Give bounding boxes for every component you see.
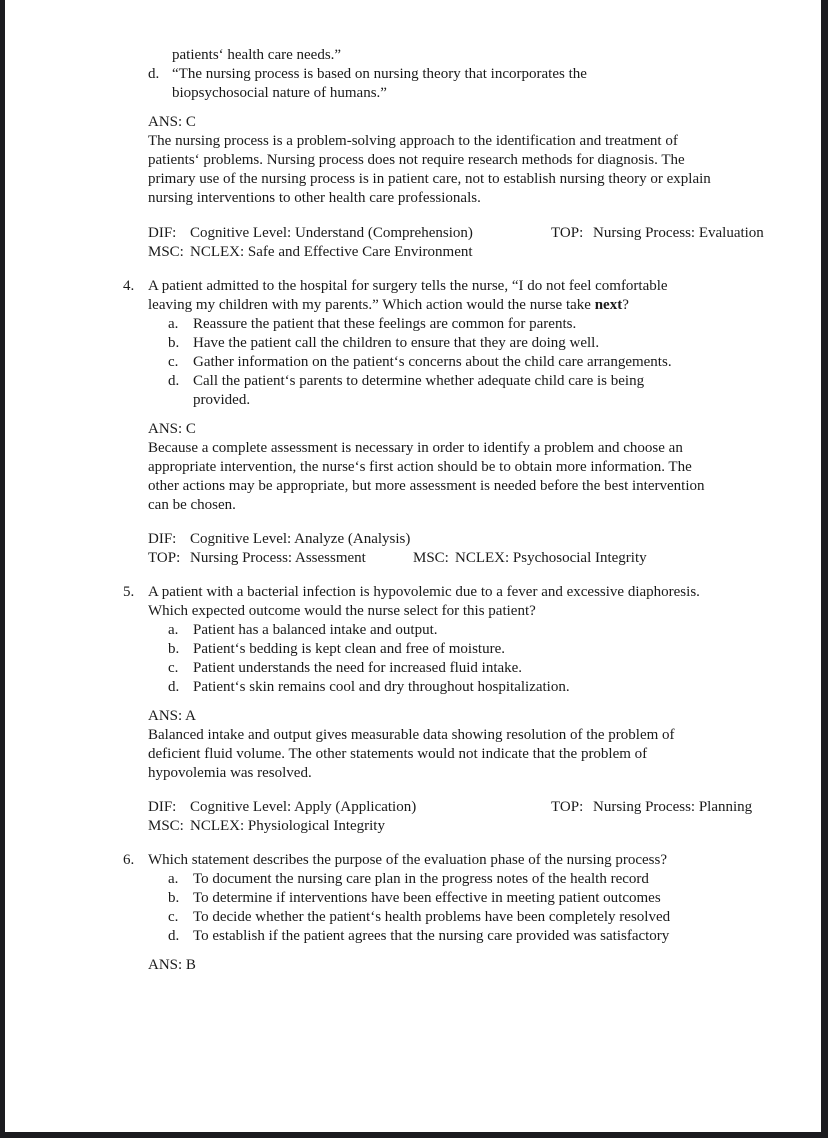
msc-value: NCLEX: Physiological Integrity xyxy=(190,818,385,834)
dif-label: DIF: xyxy=(148,799,177,815)
question-stem-line: A patient with a bacterial infection is hypovolemic due to a fever and excessive diaphoresis. xyxy=(148,584,700,600)
option-b xyxy=(148,334,773,353)
dif-value: Cognitive Level: Understand (Comprehension) xyxy=(190,225,473,241)
dif-label: DIF: xyxy=(148,531,177,547)
option-d xyxy=(148,678,773,697)
option-c xyxy=(148,908,773,927)
rationale-line: patients‘ problems. Nursing process does not require research methods for diagnosis. The xyxy=(148,152,685,168)
option-letter: b. xyxy=(168,641,180,657)
option-letter: d. xyxy=(168,679,180,695)
rationale-line: Balanced intake and output gives measurable data showing resolution of the problem of xyxy=(148,727,675,743)
dif-value: Cognitive Level: Analyze (Analysis) xyxy=(190,531,411,547)
rationale-line: Because a complete assessment is necessary in order to identify a problem and choose an xyxy=(148,440,683,456)
option-letter: c. xyxy=(168,354,179,370)
msc-label: MSC: xyxy=(413,550,449,566)
question-3-continuation xyxy=(148,46,773,262)
question-number: 5. xyxy=(123,584,135,600)
option-b xyxy=(148,640,773,659)
dif-label: DIF: xyxy=(148,225,177,241)
option-text: “The nursing process is based on nursing theory that incorporates the xyxy=(172,66,587,82)
option-letter: a. xyxy=(168,871,179,887)
msc-label: MSC: xyxy=(148,244,184,260)
meta-col2 xyxy=(413,549,647,568)
question-stem-line: leaving my children with my parents.” Which action would the nurse take next? xyxy=(148,297,629,313)
answer-label: ANS: C xyxy=(148,421,196,437)
option-text-carryover: patients‘ health care needs.” xyxy=(172,47,342,63)
top-label: TOP: xyxy=(551,225,584,241)
rationale-line: primary use of the nursing process is in patient care, not to establish nursing theory or explain xyxy=(148,171,711,187)
answer-label: ANS: B xyxy=(148,957,196,973)
option-text: To document the nursing care plan in the progress notes of the health record xyxy=(193,871,649,887)
option-c xyxy=(148,659,773,678)
rationale-line: other actions may be appropriate, but more assessment is needed before the best intervention xyxy=(148,478,705,494)
meta-row xyxy=(148,549,773,568)
option-d xyxy=(148,65,773,103)
question-number: 4. xyxy=(123,278,135,294)
answer-label: ANS: A xyxy=(148,708,196,724)
page-border-left xyxy=(0,0,5,1138)
question-6 xyxy=(123,851,773,975)
option-text: Patient‘s bedding is kept clean and free of moisture. xyxy=(193,641,505,657)
option-letter: c. xyxy=(168,909,179,925)
question-number: 6. xyxy=(123,852,135,868)
question-5 xyxy=(123,583,773,836)
top-label: TOP: xyxy=(148,550,181,566)
page-border-bottom xyxy=(0,1132,828,1138)
meta-row xyxy=(148,243,773,262)
option-letter: b. xyxy=(168,335,180,351)
msc-value: NCLEX: Safe and Effective Care Environment xyxy=(190,244,473,260)
option-text: To determine if interventions have been effective in meeting patient outcomes xyxy=(193,890,661,906)
option-text: Have the patient call the children to ensure that they are doing well. xyxy=(193,335,600,351)
meta-row xyxy=(148,530,773,549)
option-text: To decide whether the patient‘s health problems have been completely resolved xyxy=(193,909,671,925)
document-content xyxy=(123,46,773,975)
option-text: Patient has a balanced intake and output. xyxy=(193,622,438,638)
option-text: biopsychosocial nature of humans.” xyxy=(172,85,387,101)
question-4 xyxy=(123,277,773,568)
option-text: provided. xyxy=(193,392,251,408)
emphasized-word: next xyxy=(594,297,623,313)
meta-col2 xyxy=(551,798,752,817)
option-letter: d. xyxy=(168,373,180,389)
question-stem-line: A patient admitted to the hospital for surgery tells the nurse, “I do not feel comfortable xyxy=(148,278,668,294)
option-letter: a. xyxy=(168,622,179,638)
dif-value: Cognitive Level: Apply (Application) xyxy=(190,799,417,815)
meta-row xyxy=(148,817,773,836)
option-a xyxy=(148,870,773,889)
option-text: To establish if the patient agrees that the nursing care provided was satisfactory xyxy=(193,928,670,944)
rationale-line: deficient fluid volume. The other statements would not indicate that the problem of xyxy=(148,746,648,762)
option-text: Patient understands the need for increased fluid intake. xyxy=(193,660,523,676)
option-text: Patient‘s skin remains cool and dry throughout hospitalization. xyxy=(193,679,570,695)
option-text: Call the patient‘s parents to determine whether adequate child care is being xyxy=(193,373,645,389)
option-a xyxy=(148,621,773,640)
option-d xyxy=(148,372,773,410)
option-c xyxy=(148,353,773,372)
option-text: Reassure the patient that these feelings are common for parents. xyxy=(193,316,577,332)
option-letter: d. xyxy=(168,928,180,944)
top-value: Nursing Process: Assessment xyxy=(190,550,366,566)
msc-label: MSC: xyxy=(148,818,184,834)
option-letter: c. xyxy=(168,660,179,676)
rationale-line: can be chosen. xyxy=(148,497,236,513)
rationale-line: hypovolemia was resolved. xyxy=(148,765,312,781)
option-letter: d. xyxy=(148,66,160,82)
meta-col2 xyxy=(551,224,764,243)
meta-row xyxy=(148,798,773,817)
option-text: Gather information on the patient‘s concerns about the child care arrangements. xyxy=(193,354,672,370)
page-border-right xyxy=(821,0,828,1138)
option-b xyxy=(148,889,773,908)
top-value: Nursing Process: Evaluation xyxy=(593,225,764,241)
rationale-line: appropriate intervention, the nurse‘s first action should be to obtain more information. The xyxy=(148,459,692,475)
top-label: TOP: xyxy=(551,799,584,815)
msc-value: NCLEX: Psychosocial Integrity xyxy=(455,550,647,566)
option-letter: a. xyxy=(168,316,179,332)
meta-row xyxy=(148,224,773,243)
answer-label: ANS: C xyxy=(148,114,196,130)
top-value: Nursing Process: Planning xyxy=(593,799,753,815)
rationale-line: The nursing process is a problem-solving approach to the identification and treatment of xyxy=(148,133,678,149)
question-stem-line: Which statement describes the purpose of the evaluation phase of the nursing process? xyxy=(148,852,668,868)
option-d xyxy=(148,927,773,946)
option-letter: b. xyxy=(168,890,180,906)
question-stem-line: Which expected outcome would the nurse select for this patient? xyxy=(148,603,536,619)
rationale-line: nursing interventions to other health care professionals. xyxy=(148,190,481,206)
option-a xyxy=(148,315,773,334)
